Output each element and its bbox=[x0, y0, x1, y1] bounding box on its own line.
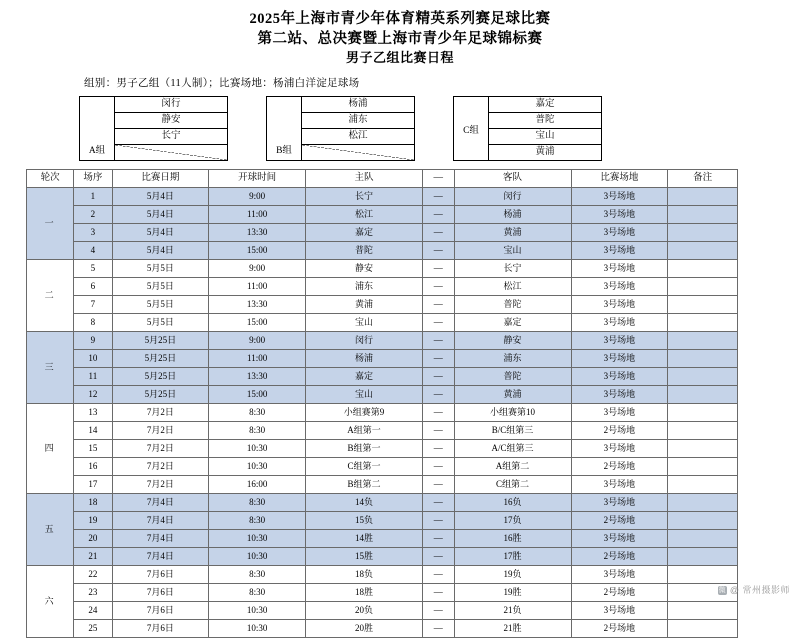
cell-home: 普陀 bbox=[306, 242, 423, 260]
cell-away: 16胜 bbox=[454, 530, 571, 548]
cell-venue: 3号场地 bbox=[571, 530, 668, 548]
group-b-team-2: 浦东 bbox=[302, 113, 414, 129]
cell-kickoff: 8:30 bbox=[209, 584, 306, 602]
cell-home: C组第一 bbox=[306, 458, 423, 476]
table-row bbox=[27, 350, 738, 368]
cell-note bbox=[668, 314, 738, 332]
table-row bbox=[27, 404, 738, 422]
header-away: 客队 bbox=[454, 170, 571, 188]
cell-venue: 2号场地 bbox=[571, 512, 668, 530]
cell-venue: 3号场地 bbox=[571, 494, 668, 512]
cell-vs: — bbox=[423, 584, 455, 602]
group-box-b bbox=[266, 96, 415, 161]
cell-date: 7月4日 bbox=[112, 530, 209, 548]
cell-kickoff: 8:30 bbox=[209, 494, 306, 512]
cell-note bbox=[668, 404, 738, 422]
schedule-table bbox=[26, 169, 738, 638]
cell-kickoff: 10:30 bbox=[209, 548, 306, 566]
cell-note bbox=[668, 296, 738, 314]
cell-away: 浦东 bbox=[454, 350, 571, 368]
cell-home: 静安 bbox=[306, 260, 423, 278]
cell-away: 普陀 bbox=[454, 368, 571, 386]
cell-venue: 3号场地 bbox=[571, 440, 668, 458]
cell-vs: — bbox=[423, 620, 455, 638]
table-row bbox=[27, 530, 738, 548]
cell-note bbox=[668, 512, 738, 530]
cell-vs: — bbox=[423, 458, 455, 476]
cell-away: C组第二 bbox=[454, 476, 571, 494]
table-row bbox=[27, 494, 738, 512]
group-a-label-text: A组 bbox=[88, 146, 106, 157]
cell-vs: — bbox=[423, 368, 455, 386]
cell-date: 7月6日 bbox=[112, 566, 209, 584]
cell-date: 7月4日 bbox=[112, 512, 209, 530]
cell-vs: — bbox=[423, 188, 455, 206]
cell-vs: — bbox=[423, 476, 455, 494]
cell-vs: — bbox=[423, 242, 455, 260]
cell-away: 松江 bbox=[454, 278, 571, 296]
cell-away: 17负 bbox=[454, 512, 571, 530]
group-c-label-text: C组 bbox=[463, 125, 479, 136]
watermark bbox=[718, 583, 790, 596]
cell-home: 嘉定 bbox=[306, 224, 423, 242]
title-line-2: 第二站、总决赛暨上海市青少年足球锦标赛 bbox=[257, 30, 543, 47]
cell-home: 20负 bbox=[306, 602, 423, 620]
cell-note bbox=[668, 458, 738, 476]
table-row bbox=[27, 602, 738, 620]
cell-away: 宝山 bbox=[454, 242, 571, 260]
cell-date: 5月25日 bbox=[112, 332, 209, 350]
cell-away: 静安 bbox=[454, 332, 571, 350]
cell-kickoff: 10:30 bbox=[209, 458, 306, 476]
cell-kickoff: 9:00 bbox=[209, 332, 306, 350]
cell-round: 四 bbox=[27, 404, 74, 494]
cell-kickoff: 13:30 bbox=[209, 224, 306, 242]
cell-away: 闵行 bbox=[454, 188, 571, 206]
group-c-label bbox=[454, 97, 489, 160]
cell-date: 5月25日 bbox=[112, 386, 209, 404]
cell-round: 一 bbox=[27, 188, 74, 260]
table-row bbox=[27, 512, 738, 530]
cell-date: 7月4日 bbox=[112, 494, 209, 512]
cell-date: 7月6日 bbox=[112, 620, 209, 638]
schedule-table-body bbox=[27, 188, 738, 638]
cell-date: 5月5日 bbox=[112, 296, 209, 314]
cell-round: 六 bbox=[27, 566, 74, 638]
cell-vs: — bbox=[423, 422, 455, 440]
cell-home: B组第二 bbox=[306, 476, 423, 494]
table-header-row bbox=[27, 170, 738, 188]
cell-note bbox=[668, 278, 738, 296]
cell-note bbox=[668, 206, 738, 224]
header-home: 主队 bbox=[306, 170, 423, 188]
cell-order: 2 bbox=[74, 206, 112, 224]
table-row bbox=[27, 386, 738, 404]
cell-order: 18 bbox=[74, 494, 112, 512]
group-venue-note: 组别：男子乙组（11人制）；比赛场地：杨浦白洋淀足球场 bbox=[84, 78, 360, 90]
group-a-team-2: 静安 bbox=[115, 113, 227, 129]
cell-date: 5月5日 bbox=[112, 260, 209, 278]
cell-away: 19负 bbox=[454, 566, 571, 584]
cell-vs: — bbox=[423, 350, 455, 368]
group-a-team-list bbox=[115, 97, 227, 160]
cell-home: 宝山 bbox=[306, 386, 423, 404]
watermark-text: @ 常州摄影师 bbox=[729, 585, 790, 595]
group-b-label-text: B组 bbox=[276, 146, 292, 157]
table-row bbox=[27, 224, 738, 242]
cell-home: B组第一 bbox=[306, 440, 423, 458]
cell-kickoff: 11:00 bbox=[209, 278, 306, 296]
cell-note bbox=[668, 548, 738, 566]
group-b-empty-slot bbox=[302, 145, 414, 160]
cell-venue: 3号场地 bbox=[571, 602, 668, 620]
cell-vs: — bbox=[423, 296, 455, 314]
cell-date: 7月2日 bbox=[112, 440, 209, 458]
cell-note bbox=[668, 188, 738, 206]
cell-order: 17 bbox=[74, 476, 112, 494]
cell-venue: 2号场地 bbox=[571, 584, 668, 602]
cell-note bbox=[668, 224, 738, 242]
cell-order: 25 bbox=[74, 620, 112, 638]
cell-date: 5月25日 bbox=[112, 368, 209, 386]
group-c-team-1: 嘉定 bbox=[489, 97, 601, 113]
cell-note bbox=[668, 386, 738, 404]
cell-venue: 3号场地 bbox=[571, 368, 668, 386]
cell-home: 14负 bbox=[306, 494, 423, 512]
cell-venue: 3号场地 bbox=[571, 260, 668, 278]
cell-away: 嘉定 bbox=[454, 314, 571, 332]
cell-venue: 2号场地 bbox=[571, 458, 668, 476]
cell-venue: 2号场地 bbox=[571, 620, 668, 638]
cell-away: 21胜 bbox=[454, 620, 571, 638]
cell-away: 杨浦 bbox=[454, 206, 571, 224]
table-row bbox=[27, 260, 738, 278]
cell-home: 18胜 bbox=[306, 584, 423, 602]
cell-order: 20 bbox=[74, 530, 112, 548]
cell-note bbox=[668, 476, 738, 494]
cell-order: 7 bbox=[74, 296, 112, 314]
group-b-team-1: 杨浦 bbox=[302, 97, 414, 113]
cell-date: 5月4日 bbox=[112, 242, 209, 260]
cell-kickoff: 9:00 bbox=[209, 188, 306, 206]
cell-venue: 2号场地 bbox=[571, 548, 668, 566]
header-kickoff: 开球时间 bbox=[209, 170, 306, 188]
cell-venue: 3号场地 bbox=[571, 332, 668, 350]
cell-order: 22 bbox=[74, 566, 112, 584]
cell-order: 3 bbox=[74, 224, 112, 242]
cell-home: 18负 bbox=[306, 566, 423, 584]
document-titles bbox=[24, 10, 776, 67]
group-c-team-2: 普陀 bbox=[489, 113, 601, 129]
cell-away: 21负 bbox=[454, 602, 571, 620]
header-note: 备注 bbox=[668, 170, 738, 188]
table-row bbox=[27, 332, 738, 350]
cell-note bbox=[668, 422, 738, 440]
cell-date: 7月2日 bbox=[112, 458, 209, 476]
cell-kickoff: 13:30 bbox=[209, 296, 306, 314]
table-row bbox=[27, 548, 738, 566]
cell-date: 5月4日 bbox=[112, 224, 209, 242]
cell-vs: — bbox=[423, 512, 455, 530]
group-a-team-1: 闵行 bbox=[115, 97, 227, 113]
cell-date: 7月2日 bbox=[112, 404, 209, 422]
group-b-label bbox=[267, 97, 302, 160]
cell-kickoff: 8:30 bbox=[209, 404, 306, 422]
cell-vs: — bbox=[423, 278, 455, 296]
cell-order: 5 bbox=[74, 260, 112, 278]
table-row bbox=[27, 440, 738, 458]
cell-vs: — bbox=[423, 404, 455, 422]
table-row bbox=[27, 422, 738, 440]
cell-venue: 3号场地 bbox=[571, 386, 668, 404]
cell-away: 长宁 bbox=[454, 260, 571, 278]
cell-kickoff: 8:30 bbox=[209, 512, 306, 530]
cell-vs: — bbox=[423, 224, 455, 242]
table-row bbox=[27, 206, 738, 224]
group-c-team-4: 黄浦 bbox=[535, 147, 555, 158]
header-order: 场序 bbox=[74, 170, 112, 188]
group-b-team-3: 松江 bbox=[302, 129, 414, 145]
cell-order: 9 bbox=[74, 332, 112, 350]
cell-venue: 3号场地 bbox=[571, 188, 668, 206]
cell-home: 闵行 bbox=[306, 332, 423, 350]
cell-order: 8 bbox=[74, 314, 112, 332]
cell-home: 15胜 bbox=[306, 548, 423, 566]
table-row bbox=[27, 584, 738, 602]
cell-home: A组第一 bbox=[306, 422, 423, 440]
cell-date: 7月2日 bbox=[112, 476, 209, 494]
cell-date: 7月4日 bbox=[112, 548, 209, 566]
table-row bbox=[27, 314, 738, 332]
table-row bbox=[27, 188, 738, 206]
cell-order: 15 bbox=[74, 440, 112, 458]
cell-order: 4 bbox=[74, 242, 112, 260]
cell-home: 小组赛第9 bbox=[306, 404, 423, 422]
cell-kickoff: 13:30 bbox=[209, 368, 306, 386]
cell-venue: 3号场地 bbox=[571, 476, 668, 494]
cell-kickoff: 9:00 bbox=[209, 260, 306, 278]
header-vs: — bbox=[423, 170, 455, 188]
group-c-team-list bbox=[489, 97, 601, 160]
cell-vs: — bbox=[423, 440, 455, 458]
cell-note bbox=[668, 566, 738, 584]
group-a-empty-slot bbox=[115, 145, 227, 160]
cell-home: 松江 bbox=[306, 206, 423, 224]
table-row bbox=[27, 458, 738, 476]
cell-home: 嘉定 bbox=[306, 368, 423, 386]
cell-kickoff: 15:00 bbox=[209, 242, 306, 260]
cell-venue: 3号场地 bbox=[571, 296, 668, 314]
cell-note bbox=[668, 620, 738, 638]
cell-vs: — bbox=[423, 332, 455, 350]
cell-note bbox=[668, 440, 738, 458]
cell-home: 黄浦 bbox=[306, 296, 423, 314]
cell-kickoff: 10:30 bbox=[209, 602, 306, 620]
table-row bbox=[27, 278, 738, 296]
cell-away: A/C组第三 bbox=[454, 440, 571, 458]
group-a-label bbox=[80, 97, 115, 160]
cell-order: 1 bbox=[74, 188, 112, 206]
cell-note bbox=[668, 494, 738, 512]
cell-order: 12 bbox=[74, 386, 112, 404]
header-venue: 比赛场地 bbox=[571, 170, 668, 188]
cell-kickoff: 8:30 bbox=[209, 422, 306, 440]
cell-round: 二 bbox=[27, 260, 74, 332]
cell-venue: 3号场地 bbox=[571, 314, 668, 332]
cell-date: 5月25日 bbox=[112, 350, 209, 368]
cell-round: 三 bbox=[27, 332, 74, 404]
table-row bbox=[27, 296, 738, 314]
cell-venue: 3号场地 bbox=[571, 278, 668, 296]
cell-vs: — bbox=[423, 566, 455, 584]
cell-venue: 2号场地 bbox=[571, 422, 668, 440]
cell-kickoff: 10:30 bbox=[209, 530, 306, 548]
cell-vs: — bbox=[423, 206, 455, 224]
cell-venue: 3号场地 bbox=[571, 350, 668, 368]
cell-venue: 3号场地 bbox=[571, 242, 668, 260]
title-line-3: 男子乙组比赛日程 bbox=[345, 50, 454, 66]
cell-date: 7月6日 bbox=[112, 602, 209, 620]
table-row bbox=[27, 566, 738, 584]
cell-vs: — bbox=[423, 602, 455, 620]
cell-order: 16 bbox=[74, 458, 112, 476]
cell-date: 5月5日 bbox=[112, 278, 209, 296]
cell-date: 5月4日 bbox=[112, 188, 209, 206]
cell-venue: 3号场地 bbox=[571, 566, 668, 584]
cell-home: 20胜 bbox=[306, 620, 423, 638]
cell-kickoff: 16:00 bbox=[209, 476, 306, 494]
cell-order: 13 bbox=[74, 404, 112, 422]
cell-vs: — bbox=[423, 260, 455, 278]
cell-order: 23 bbox=[74, 584, 112, 602]
cell-note bbox=[668, 260, 738, 278]
cell-home: 15负 bbox=[306, 512, 423, 530]
cell-home: 宝山 bbox=[306, 314, 423, 332]
cell-kickoff: 8:30 bbox=[209, 566, 306, 584]
cell-kickoff: 10:30 bbox=[209, 620, 306, 638]
cell-round: 五 bbox=[27, 494, 74, 566]
group-box-c bbox=[453, 96, 602, 161]
watermark-badge-icon: 微 bbox=[718, 587, 727, 594]
schedule-table-head bbox=[27, 170, 738, 188]
cell-away: 16负 bbox=[454, 494, 571, 512]
cell-order: 21 bbox=[74, 548, 112, 566]
cell-order: 14 bbox=[74, 422, 112, 440]
cell-note bbox=[668, 242, 738, 260]
cell-away: 17胜 bbox=[454, 548, 571, 566]
header-date: 比赛日期 bbox=[112, 170, 209, 188]
cell-vs: — bbox=[423, 548, 455, 566]
table-row bbox=[27, 476, 738, 494]
group-b-team-list bbox=[302, 97, 414, 160]
cell-date: 7月2日 bbox=[112, 422, 209, 440]
cell-kickoff: 15:00 bbox=[209, 314, 306, 332]
title-line-1: 2025年上海市青少年体育精英系列赛足球比赛 bbox=[249, 11, 551, 27]
cell-away: 黄浦 bbox=[454, 224, 571, 242]
cell-home: 14胜 bbox=[306, 530, 423, 548]
cell-venue: 3号场地 bbox=[571, 206, 668, 224]
cell-away: 普陀 bbox=[454, 296, 571, 314]
cell-date: 5月4日 bbox=[112, 206, 209, 224]
cell-home: 浦东 bbox=[306, 278, 423, 296]
cell-venue: 3号场地 bbox=[571, 224, 668, 242]
cell-venue: 3号场地 bbox=[571, 404, 668, 422]
cell-away: 小组赛第10 bbox=[454, 404, 571, 422]
group-c-team-3: 宝山 bbox=[489, 129, 601, 145]
cell-order: 10 bbox=[74, 350, 112, 368]
cell-home: 长宁 bbox=[306, 188, 423, 206]
cell-note bbox=[668, 368, 738, 386]
cell-note bbox=[668, 530, 738, 548]
cell-note bbox=[668, 602, 738, 620]
cell-order: 19 bbox=[74, 512, 112, 530]
table-row bbox=[27, 368, 738, 386]
cell-away: 19胜 bbox=[454, 584, 571, 602]
cell-vs: — bbox=[423, 494, 455, 512]
cell-date: 7月6日 bbox=[112, 584, 209, 602]
cell-away: 黄浦 bbox=[454, 386, 571, 404]
group-a-team-3: 长宁 bbox=[115, 129, 227, 145]
cell-away: B/C组第三 bbox=[454, 422, 571, 440]
group-box-a bbox=[79, 96, 228, 161]
table-row bbox=[27, 242, 738, 260]
cell-order: 24 bbox=[74, 602, 112, 620]
cell-kickoff: 15:00 bbox=[209, 386, 306, 404]
cell-kickoff: 11:00 bbox=[209, 350, 306, 368]
cell-vs: — bbox=[423, 314, 455, 332]
cell-vs: — bbox=[423, 386, 455, 404]
cell-kickoff: 11:00 bbox=[209, 206, 306, 224]
cell-kickoff: 10:30 bbox=[209, 440, 306, 458]
cell-vs: — bbox=[423, 530, 455, 548]
group-boxes bbox=[24, 96, 776, 161]
cell-away: A组第二 bbox=[454, 458, 571, 476]
cell-order: 6 bbox=[74, 278, 112, 296]
cell-home: 杨浦 bbox=[306, 350, 423, 368]
cell-order: 11 bbox=[74, 368, 112, 386]
cell-note bbox=[668, 332, 738, 350]
header-round: 轮次 bbox=[27, 170, 74, 188]
table-row bbox=[27, 620, 738, 638]
cell-date: 5月5日 bbox=[112, 314, 209, 332]
cell-note bbox=[668, 350, 738, 368]
